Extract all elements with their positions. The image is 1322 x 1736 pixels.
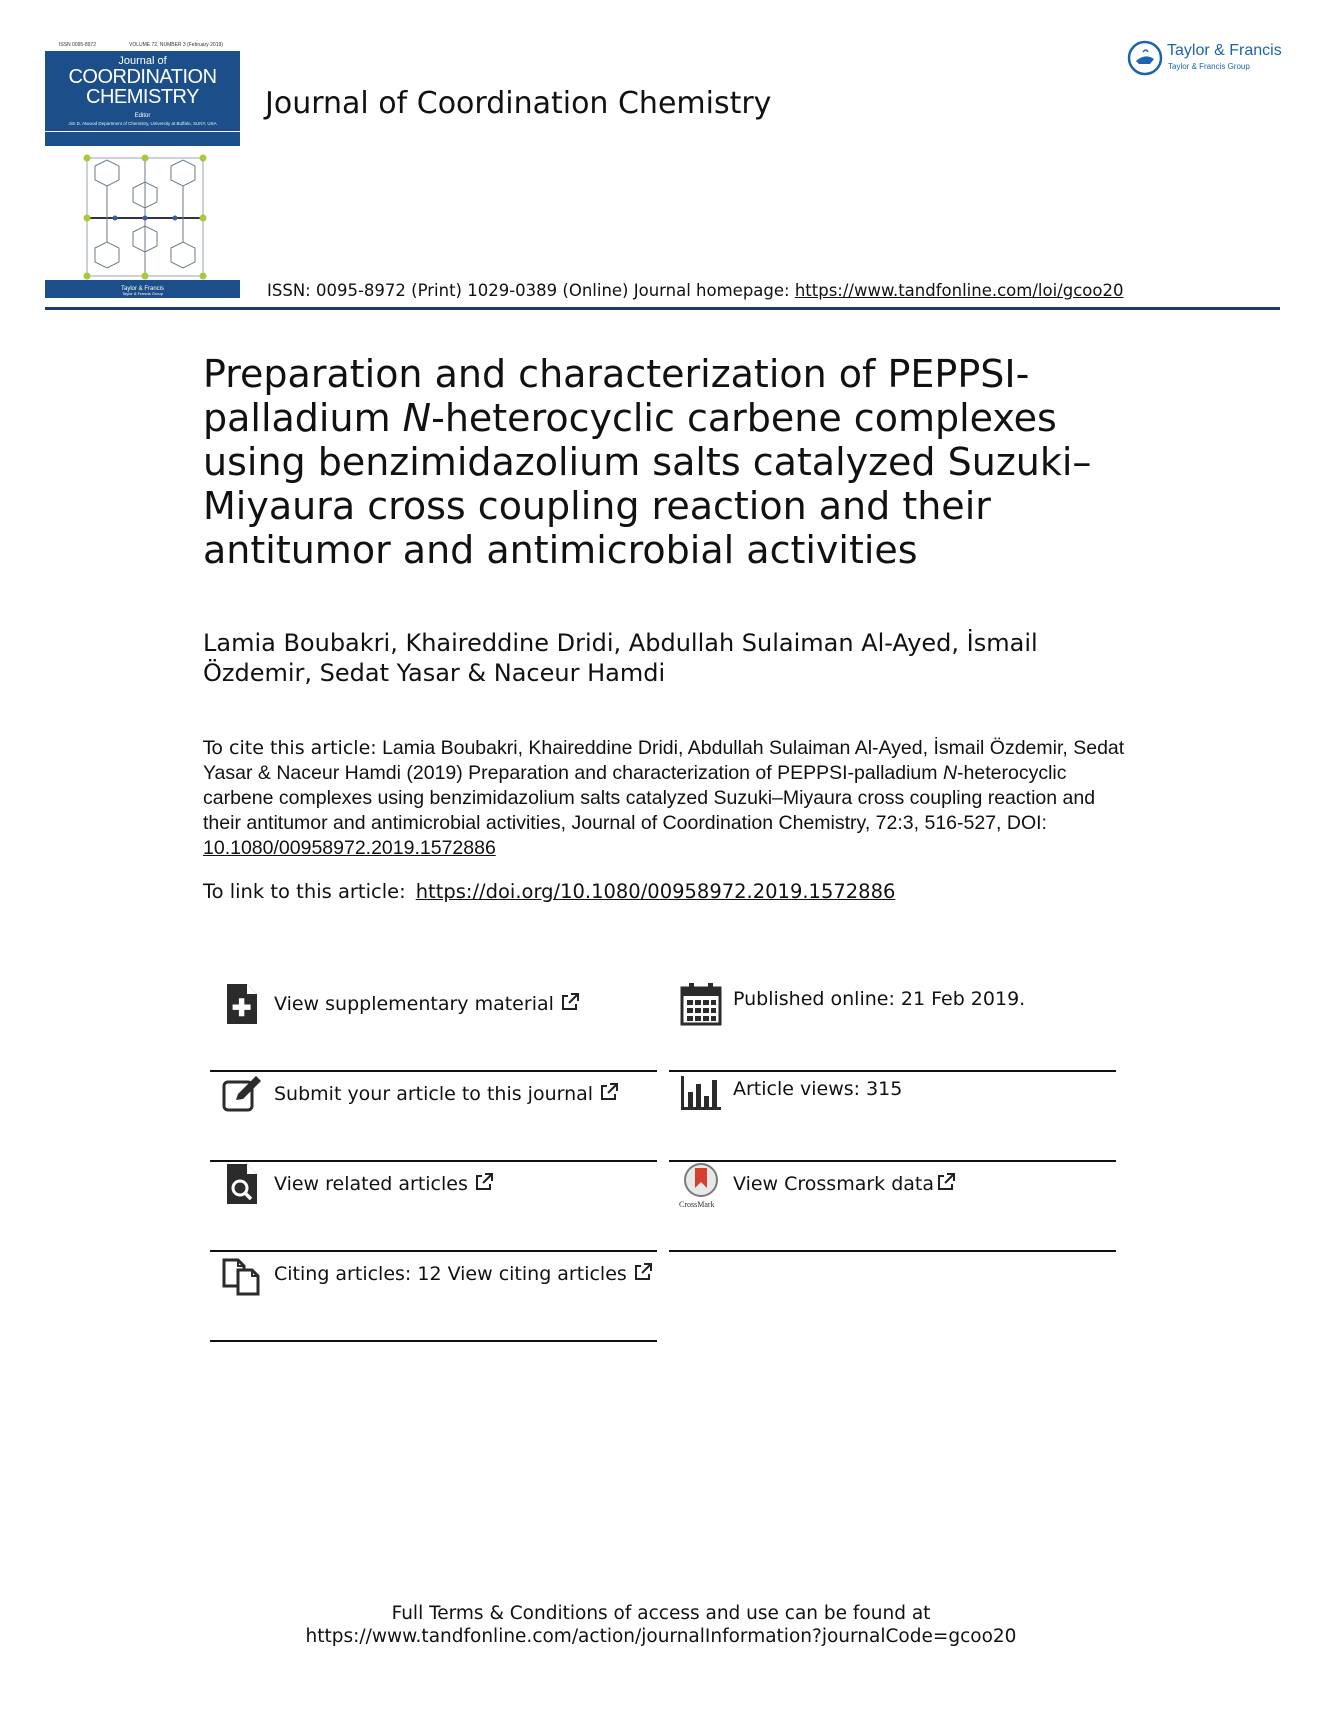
article-authors: Lamia Boubakri, Khaireddine Dridi, Abdullah Sulaiman Al-Ayed, İsmail Özdemir, Sedat Yasar & Naceur Hamdi [203, 629, 1038, 687]
journal-title: Journal of Coordination Chemistry [265, 86, 772, 121]
link-label: To link to this article: [203, 880, 406, 903]
cover-coordination: COORDINATION [68, 66, 217, 88]
cover-editor-name: Jim D. Atwood Department of Chemistry, University at Buffalo, SUNY, USA [68, 121, 217, 126]
cite-text-part2: -heterocyclic carbene complexes using benzimidazolium salts catalyzed Suzuki–Miyaura cross coupling reaction and their antitumor and antimicrobial activities, Journal of Coordination Chemistry, 72:3, 516-527, DOI: [203, 762, 1096, 834]
cell-divider [669, 1250, 1116, 1252]
cover-issn: ISSN 0095-8972 [59, 42, 96, 48]
citing-label: Citing articles: 12 View citing articles [274, 1263, 627, 1285]
related-articles-link[interactable] [274, 1172, 494, 1195]
cite-text-italic: N [942, 762, 958, 784]
crossmark-caption: CrossMark [679, 1200, 715, 1209]
citation-block [203, 736, 1133, 861]
publisher-group: Taylor & Francis Group [1168, 62, 1250, 71]
supplementary-material-link[interactable] [274, 992, 580, 1015]
external-link-icon [474, 1172, 494, 1192]
article-link-line [203, 880, 895, 903]
issn-text: ISSN: 0095-8972 (Print) 1029-0389 (Online) Journal homepage: [267, 281, 795, 300]
header-rule [45, 307, 1280, 310]
published-online-cell [669, 982, 1116, 1072]
crossmark-label: View Crossmark data [733, 1173, 935, 1195]
publisher-logo[interactable] [1127, 38, 1287, 78]
edit-icon [220, 1072, 264, 1116]
supplementary-material-cell[interactable] [210, 982, 657, 1072]
issn-line [267, 281, 1123, 300]
cover-publisher: Taylor & Francis [120, 286, 164, 292]
article-title-part2: -heterocyclic carbene complexes using benzimidazolium salts catalyzed Suzuki–Miyaura cross coupling reaction and their antitumor and antimicrobial activities [203, 396, 1092, 572]
cite-doi-link[interactable]: 10.1080/00958972.2019.1572886 [203, 837, 496, 859]
article-title [203, 352, 1163, 572]
cover-publisher-strip [45, 280, 240, 298]
submit-article-link[interactable] [274, 1082, 619, 1105]
copy-documents-icon [220, 1252, 264, 1296]
external-link-icon [633, 1262, 653, 1282]
cover-volume: VOLUME 72, NUMBER 3 (February 2019) [129, 42, 223, 48]
calendar-icon [679, 982, 723, 1026]
footer-line1: Full Terms & Conditions of access and use can be found at [391, 1603, 931, 1624]
terms-footer [0, 1602, 1322, 1648]
cover-chemistry: CHEMISTRY [86, 86, 199, 108]
article-doi-link[interactable]: https://doi.org/10.1080/00958972.2019.1572886 [415, 880, 896, 903]
cover-divider [45, 131, 240, 132]
cover-publisher-sub: Taylor & Francis Group [122, 291, 163, 296]
citing-articles-link[interactable] [274, 1262, 653, 1285]
related-label: View related articles [274, 1173, 468, 1195]
related-articles-cell[interactable] [210, 1162, 657, 1252]
cover-title-band [45, 51, 240, 146]
article-title-part1: Preparation and characterization of PEPPSI-palladium [203, 352, 1030, 440]
publisher-name: Taylor & Francis [1167, 42, 1282, 59]
crossmark-link[interactable] [733, 1172, 956, 1195]
article-title-italic: N [402, 396, 432, 440]
cite-text-part1: Lamia Boubakri, Khaireddine Dridi, Abdullah Sulaiman Al-Ayed, İsmail Özdemir, Sedat Yasar & Naceur Hamdi (2019) Preparation and characterization of PEPPSI-palladium [203, 737, 1125, 784]
external-link-icon [560, 992, 580, 1012]
document-search-icon [220, 1162, 264, 1206]
published-online-text: Published online: 21 Feb 2019. [733, 988, 1026, 1010]
submit-article-cell[interactable] [210, 1072, 657, 1162]
cover-editor-label: Editor [134, 113, 151, 119]
taylor-francis-lamp-icon [1127, 40, 1163, 76]
article-views-cell [669, 1072, 1116, 1162]
article-views-text: Article views: 315 [733, 1078, 903, 1100]
journal-cover-image [45, 40, 240, 298]
submit-label: Submit your article to this journal [274, 1083, 594, 1105]
file-plus-icon [220, 982, 264, 1026]
citing-articles-cell[interactable] [210, 1252, 657, 1342]
cell-divider [210, 1340, 657, 1342]
external-link-icon [599, 1082, 619, 1102]
bar-chart-icon [679, 1072, 723, 1116]
cover-journal-of: Journal of [118, 55, 167, 67]
cover-top-strip [45, 40, 240, 50]
external-link-icon [936, 1172, 956, 1192]
crossmark-cell[interactable] [669, 1162, 1116, 1252]
journal-homepage-link[interactable]: https://www.tandfonline.com/loi/gcoo20 [794, 281, 1124, 300]
cite-label: To cite this article: [203, 737, 377, 759]
footer-terms-link[interactable]: https://www.tandfonline.com/action/journalInformation?journalCode=gcoo20 [305, 1626, 1017, 1647]
supplementary-label: View supplementary material [274, 993, 554, 1015]
molecular-structure-illustration [75, 148, 215, 288]
